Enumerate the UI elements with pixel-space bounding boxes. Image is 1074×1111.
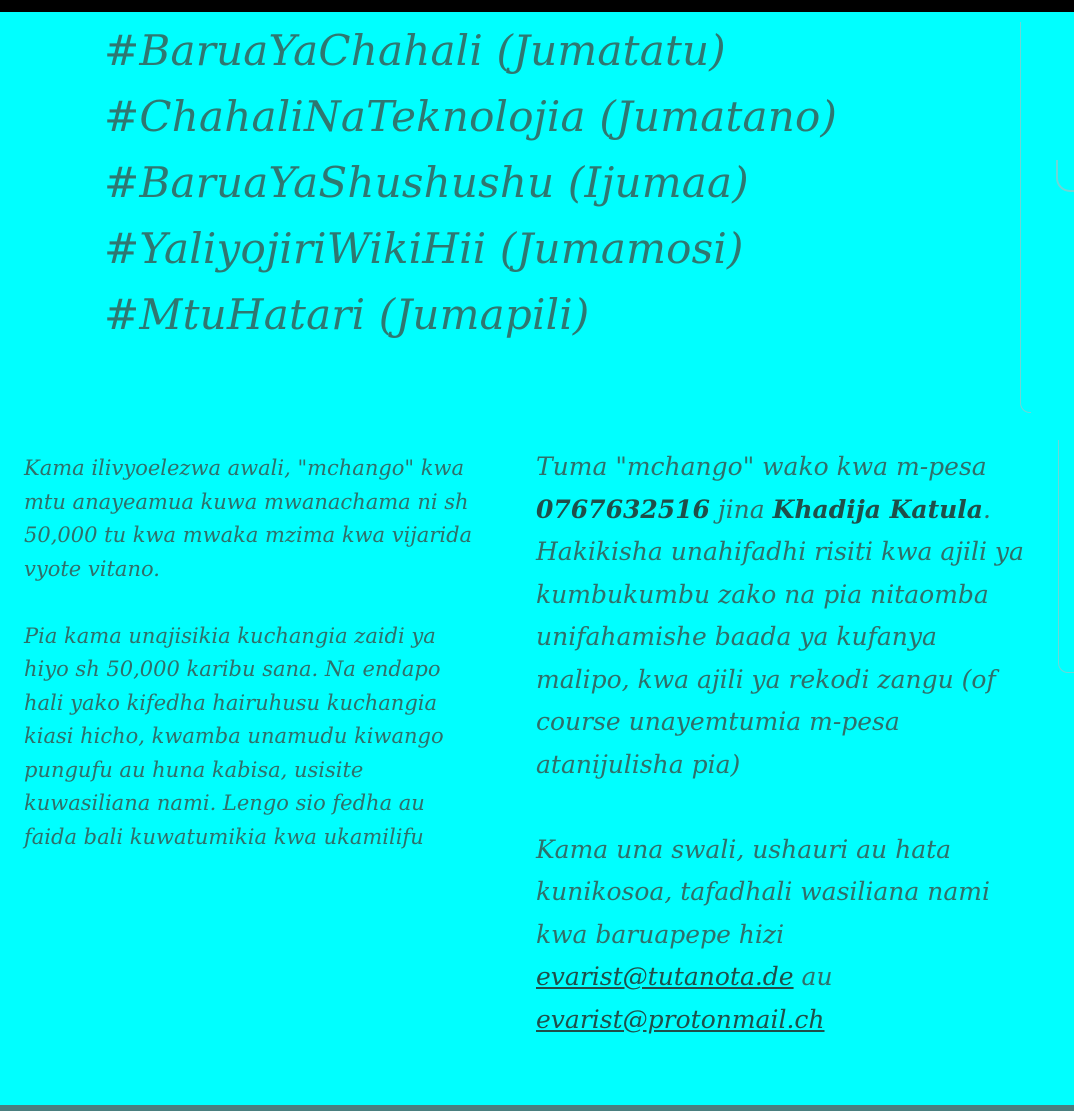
hashtag-schedule-list [104, 18, 1004, 348]
contact-intro-text: Kama una swali, ushauri au hata kunikosoa, tafadhali wasiliana nami kwa baruapepe hizi [536, 834, 990, 949]
side-card-edge [1058, 440, 1074, 673]
hashtag-wednesday: #ChahaliNaTeknolojia (Jumatano) [104, 92, 838, 141]
email-link-protonmail[interactable]: evarist@protonmail.ch [536, 1004, 825, 1034]
hashtag-friday: #BaruaYaShushushu (Ijumaa) [104, 158, 749, 207]
payment-details-text: . Hakikisha unahifadhi risiti kwa ajili ya kumbukumbu zako na pia nitaomba unifahamishe baada ya kufanya malipo, kwa ajili ya rekodi zangu (of course unayemtumia m-pesa atanijulisha pia) [536, 494, 1024, 779]
contribution-note-paragraph: Pia kama unajisikia kuchangia zaidi ya hiyo sh 50,000 karibu sana. Na endapo hali yako kifedha hairuhusu kuchangia kiasi hicho, kwamba unamudu kiwango pungufu au huna kabisa, usisite kuwasiliana nami. Lengo sio fedha au faida bali kuwatumikia kwa ukamilifu [24, 623, 444, 849]
bottom-edge [0, 1105, 1074, 1111]
card-edge-corner [1056, 160, 1074, 192]
membership-fee-paragraph: Kama ilivyoelezwa awali, "mchango" kwa mtu anayeamua kuwa mwanachama ni sh 50,000 tu kwa mwaka mzima kwa vijarida vyote vitano. [24, 456, 473, 581]
payment-info-column [536, 446, 1026, 1041]
payment-intro-text: Tuma "mchango" wako kwa m-pesa [536, 452, 987, 481]
email-link-tutanota[interactable]: evarist@tutanota.de [536, 962, 794, 991]
hashtag-monday: #BaruaYaChahali (Jumatatu) [104, 26, 726, 75]
status-bar-edge [0, 0, 1074, 12]
or-text: au [793, 962, 833, 991]
membership-info-column [24, 452, 484, 854]
hashtag-sunday: #MtuHatari (Jumapili) [104, 290, 590, 339]
payment-instructions-paragraph [536, 446, 1026, 786]
name-label-text: jina [709, 494, 773, 524]
contact-paragraph [536, 829, 1026, 1042]
card-edge-outline [1020, 22, 1031, 413]
hashtag-saturday: #YaliyojiriWikiHii (Jumamosi) [104, 224, 744, 273]
mpesa-phone-number: 0767632516 [536, 494, 710, 524]
recipient-name: Khadija Katula [772, 494, 983, 524]
